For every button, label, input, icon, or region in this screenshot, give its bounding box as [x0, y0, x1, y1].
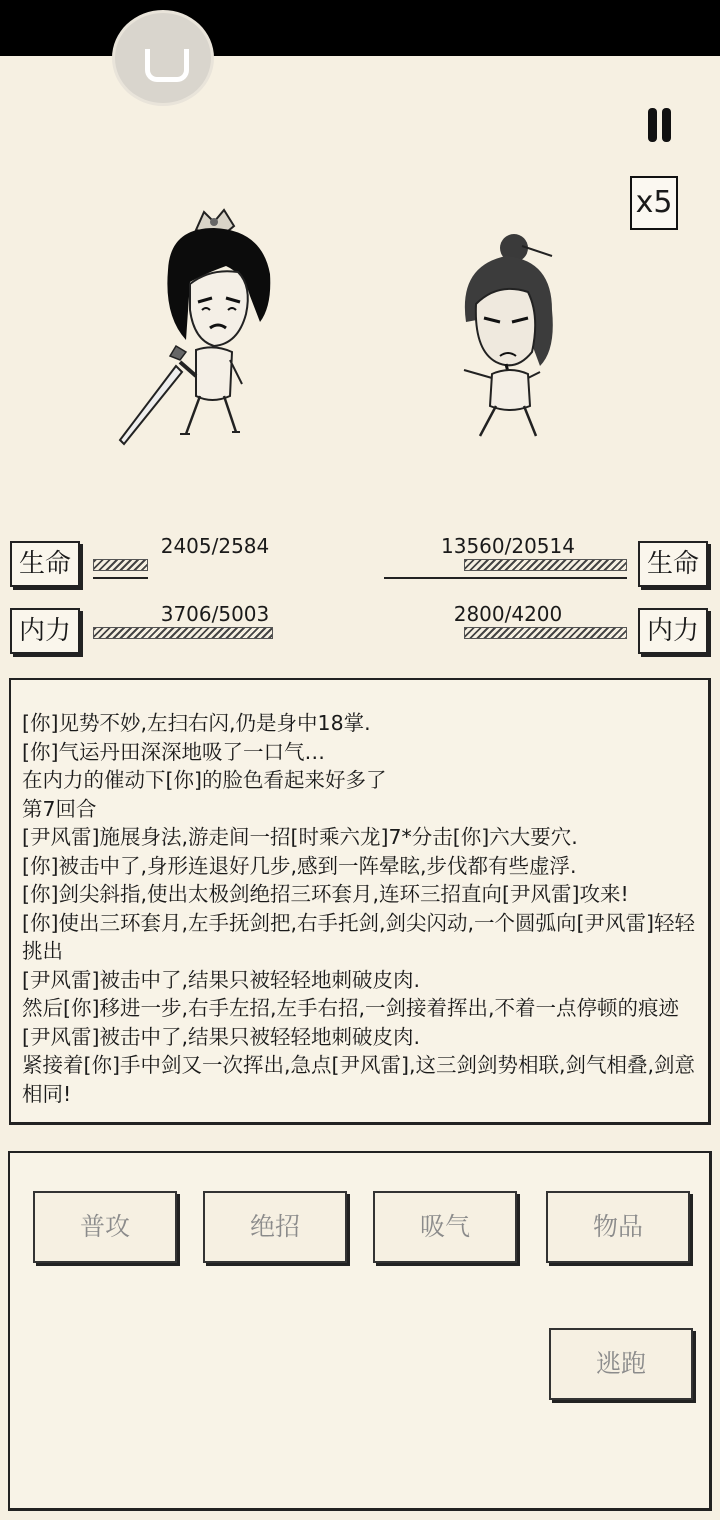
attack-button[interactable]: 普攻 — [33, 1191, 177, 1263]
battle-log-line: [尹风雷]被击中了,结果只被轻轻地刺破皮肉. — [22, 1024, 421, 1049]
player-hp-value: 2405/2584 — [160, 534, 270, 558]
status-bar — [0, 0, 720, 56]
enemy-hp-label: 生命 — [638, 541, 708, 587]
player-mp-value: 3706/5003 — [160, 602, 270, 626]
battle-log-line: [你]使出三环套月,左手抚剑把,右手托剑,剑尖闪动,一个圆弧向[尹风雷]轻轻挑出 — [22, 910, 696, 963]
speed-toggle-button[interactable]: x5 — [630, 176, 678, 230]
enemy-hp-value: 13560/20514 — [441, 534, 575, 558]
breathe-button[interactable]: 吸气 — [373, 1191, 517, 1263]
battle-log-line: 第7回合 — [22, 796, 97, 821]
battle-scene — [0, 60, 720, 530]
battle-log-line: [你]剑尖斜指,使出太极剑绝招三环套月,连环三招直向[尹风雷]攻来! — [22, 882, 629, 906]
battle-log-line: [你]见势不妙,左扫右闪,仍是身中18掌. — [22, 711, 371, 735]
battle-log-line: 在内力的催动下[你]的脸色看起来好多了 — [22, 768, 387, 792]
special-move-button[interactable]: 绝招 — [203, 1191, 347, 1263]
player-character — [120, 210, 270, 444]
items-button[interactable]: 物品 — [546, 1191, 690, 1263]
enemy-hp-bar — [464, 559, 627, 571]
battle-log-line: [你]被击中了,身形连退好几步,感到一阵晕眩,步伐都有些虚浮. — [22, 853, 577, 878]
player-hp-label: 生命 — [10, 541, 80, 587]
player-mp-bar — [93, 627, 273, 639]
enemy-character — [464, 234, 553, 436]
player-hp-bar — [93, 559, 148, 571]
battle-log-line: [你]气运丹田深深地吸了一口气… — [22, 739, 325, 764]
battle-log-line: 然后[你]移进一步,右手左招,左手右招,一剑接着挥出,不着一点停顿的痕迹 — [22, 996, 680, 1020]
enemy-mp-label: 内力 — [638, 608, 708, 654]
battle-log-line: 紧接着[你]手中剑又一次挥出,急点[尹风雷],这三剑剑势相联,剑气相叠,剑意相同! — [22, 1053, 696, 1106]
battle-log-lines — [22, 709, 696, 1108]
enemy-mp-bar — [464, 627, 627, 639]
battle-log-line: [尹风雷]施展身法,游走间一招[时乘六龙]7*分击[你]六大要穴. — [22, 825, 578, 849]
battle-log[interactable] — [9, 678, 711, 1125]
player-mp-label: 内力 — [10, 608, 80, 654]
flee-button[interactable]: 逃跑 — [549, 1328, 693, 1400]
action-panel — [8, 1151, 712, 1511]
enemy-mp-value: 2800/4200 — [453, 602, 563, 626]
battle-log-line: [尹风雷]被击中了,结果只被轻轻地刺破皮肉. — [22, 967, 421, 992]
